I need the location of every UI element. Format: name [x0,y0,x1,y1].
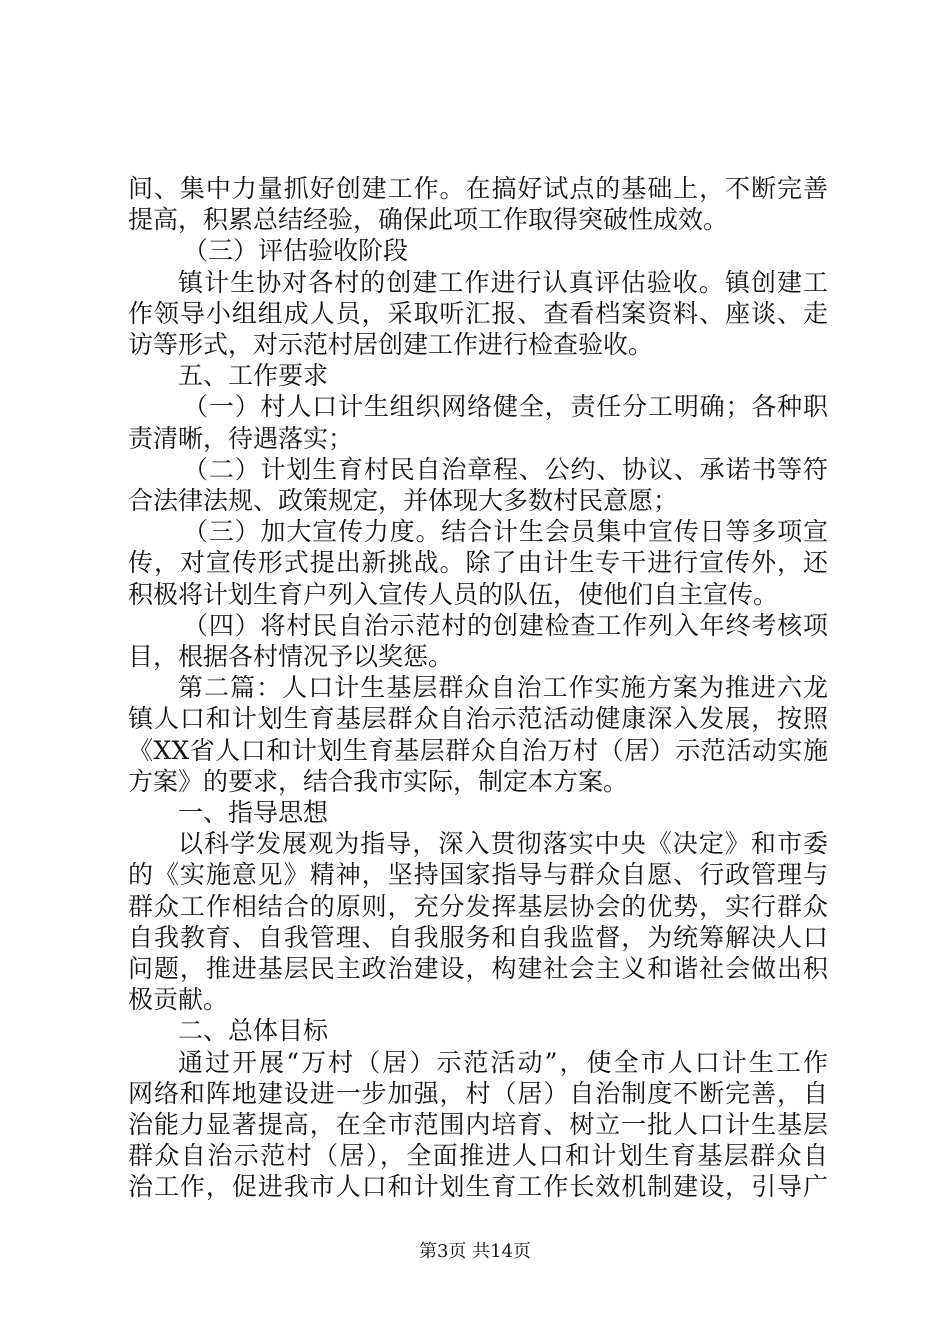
text-line: 问题，推进基层民主政治建设，构建社会主义和谐社会做出积 [128,954,828,983]
text-line: 责清晰，待遇落实； [128,424,354,453]
text-line: 镇人口和计划生育基层群众自治示范活动健康深入发展，按照 [128,704,828,733]
text-line: 的《实施意见》精神，坚持国家指导与群众自愿、行政管理与 [128,860,828,889]
text-line: （一）村人口计生组织网络健全，责任分工明确；各种职 [183,392,828,421]
text-line: 方案》的要求，结合我市实际，制定本方案。 [128,767,629,796]
section-heading: 二、总体目标 [178,1016,329,1045]
text-line: 治工作，促进我市人口和计划生育工作长效机制建设，引导广 [128,1172,828,1201]
text-line: 第二篇：人口计生基层群众自治工作实施方案为推进六龙 [178,673,828,702]
text-line: 作领导小组组成人员，采取听汇报、查看档案资料、座谈、走 [128,299,828,328]
text-line: 合法律法规、政策规定，并体现大多数村民意愿； [128,486,679,515]
text-line: （二）计划生育村民自治章程、公约、协议、承诺书等符 [183,455,828,484]
text-line: 传，对宣传形式提出新挑战。除了由计生专干进行宣传外，还 [128,548,828,577]
text-line: 通过开展“万村（居）示范活动”，使全市人口计生工作 [178,1048,828,1077]
section-heading: 五、工作要求 [178,361,329,390]
text-line: 以科学发展观为指导，深入贯彻落实中央《决定》和市委 [178,829,828,858]
text-line: （三）加大宣传力度。结合计生会员集中宣传日等多项宣 [183,517,828,546]
text-line: 积极将计划生育户列入宣传人员的队伍，使他们自主宣传。 [128,580,779,609]
text-line: 目，根据各村情况予以奖惩。 [128,642,454,671]
text-line: 群众自治示范村（居），全面推进人口和计划生育基层群众自 [128,1141,828,1170]
text-line: 间、集中力量抓好创建工作。在搞好试点的基础上，不断完善 [128,174,828,203]
text-line: 提高，积累总结经验，确保此项工作取得突破性成效。 [128,205,729,234]
section-heading: 一、指导思想 [178,798,329,827]
section-heading: （三）评估验收阶段 [183,236,409,265]
text-line: 群众工作相结合的原则，充分发挥基层协会的优势，实行群众 [128,892,828,921]
text-line: 网络和阵地建设进一步加强，村（居）自治制度不断完善，自 [128,1079,828,1108]
text-line: 《XX省人口和计划生育基层群众自治万村（居）示范活动实施 [128,736,828,765]
text-line: 极贡献。 [128,985,229,1014]
page-number-footer: 第3页 共14页 [418,1241,532,1262]
text-line: 自我教育、自我管理、自我服务和自我监督，为统筹解决人口 [128,923,828,952]
text-line: （四）将村民自治示范村的创建检查工作列入年终考核项 [183,611,828,640]
text-line: 镇计生协对各村的创建工作进行认真评估验收。镇创建工 [178,268,828,297]
text-line: 访等形式，对示范村居创建工作进行检查验收。 [128,330,654,359]
text-line: 治能力显著提高，在全市范围内培育、树立一批人口计生基层 [128,1110,828,1139]
